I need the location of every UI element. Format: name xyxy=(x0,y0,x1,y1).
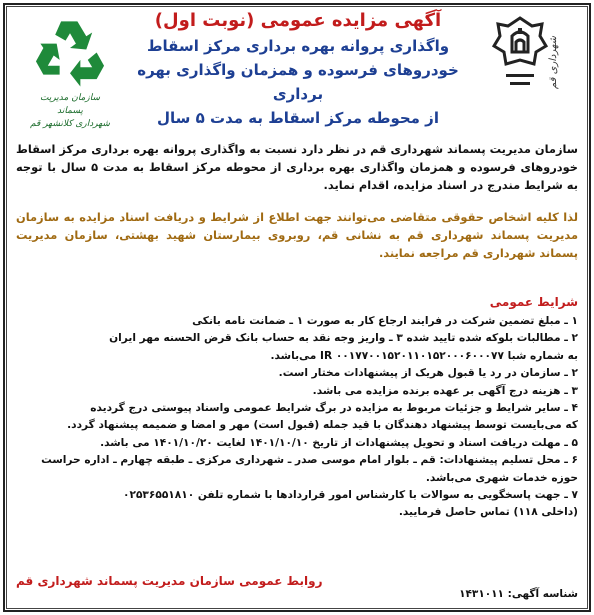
municipality-logo xyxy=(492,14,578,124)
callout-paragraph: لذا کلیه اشخاص حقوقی متقاضی می‌توانند جهت اطلاع از شرایط و دریافت اسناد مزایده به سازمان مدیریت پسماند شهرداری قم به نشانی قم، روبروی بیمارستان شهید بهشتی، سازمان مدیریت پسماند شهرداری قم مراجعه نمایند. xyxy=(16,210,578,260)
waste-management-caption xyxy=(26,92,114,131)
subtitle-line-1: واگذاری پروانه بهره برداری مرکز اسقاط xyxy=(146,37,450,55)
public-relations-signature: روابط عمومی سازمان مدیریت پسماند شهرداری قم xyxy=(16,574,323,588)
condition-line: ۱ ـ مبلغ تضمین شرکت در فرایند ارجاع کار به صورت ۱ ـ ضمانت نامه بانکی xyxy=(192,315,578,327)
conditions-heading: شرایط عمومی xyxy=(489,295,578,309)
left-caption-line-2: شهرداری کلانشهر قم xyxy=(30,119,110,129)
intro-paragraph: سازمان مدیریت پسماند شهرداری قم در نظر دارد نسبت به واگذاری پروانه بهره برداری مرکز اسقاط خودروهای فرسوده و همزمان واگذاری بهره برداری از محوطه مرکز اسقاط به مدت ۵ سال با توجه به شرایط مندرج در اسناد مزایده، اقدام نماید. xyxy=(16,142,578,192)
conditions-list xyxy=(16,313,578,522)
condition-line: ۲ ـ مطالبات بلوکه شده تایید شده ۳ ـ واریز وجه نقد به حساب بانک قرض الحسنه مهر ایران xyxy=(109,332,578,345)
condition-line: ۳ ـ هزینه درج آگهی بر عهده برنده مزایده می باشد. xyxy=(312,384,578,397)
condition-line: به شماره شبا ۰۰۱۷۷۰۰۱۵۲۰۱۱۰۱۵۲۰۰۰۶۰۰۰۷۷ IR می‌باشد. xyxy=(270,349,578,362)
condition-line: ۲ ـ سازمان در رد یا قبول هریک از پیشنهادات مختار است. xyxy=(278,367,578,380)
left-caption-line-1: سازمان مدیریت پسماند xyxy=(39,93,101,116)
ad-id: شناسه آگهی: ۱۴۳۱۰۱۱ xyxy=(459,588,578,600)
notice-footer xyxy=(16,574,578,604)
condition-line: ۶ ـ محل تسلیم پیشنهادات: قم ـ بلوار امام موسی صدر ـ شهرداری مرکزی ـ طبقه چهارم ـ اداره حراست xyxy=(41,454,578,467)
recycle-icon xyxy=(33,14,107,88)
condition-line: (داخلی ۱۱۸) تماس حاصل فرمایید. xyxy=(398,506,578,519)
waste-management-logo xyxy=(26,14,114,134)
condition-line: ۷ ـ جهت پاسخگویی به سوالات با کارشناس امور قراردادها با شماره تلفن ۰۲۵۳۶۵۵۱۸۱۰ xyxy=(123,489,578,502)
page-title: آگهی مزایده عمومی (نوبت اول) xyxy=(154,10,442,31)
subtitle-line-2: خودروهای فرسوده و همزمان واگذاری بهره برداری xyxy=(137,61,459,103)
condition-line: حوزه خدمات شهری می‌باشد. xyxy=(425,471,578,484)
qom-municipality-emblem-icon xyxy=(492,14,548,110)
municipality-caption: شهرداری قم xyxy=(548,36,559,90)
condition-line: ۵ ـ مهلت دریافت اسناد و تحویل پیشنهادات از تاریخ ۱۴۰۱/۱۰/۱۰ لغایت ۱۴۰۱/۱۰/۲۰ می باشد. xyxy=(100,436,578,449)
condition-line: که می‌بایست توسط پیشنهاد دهندگان با قید جمله (قبول است) مهر و امضا و ضمیمه پیشنهاد گردد. xyxy=(67,419,578,432)
notice-header xyxy=(118,8,478,130)
condition-line: ۴ ـ سایر شرایط و جزئیات مربوط به مزایده در برگ شرایط عمومی واسناد پیوستی درج گردیده xyxy=(90,402,578,415)
subtitle-line-3: از محوطه مرکز اسقاط به مدت ۵ سال xyxy=(157,109,439,127)
